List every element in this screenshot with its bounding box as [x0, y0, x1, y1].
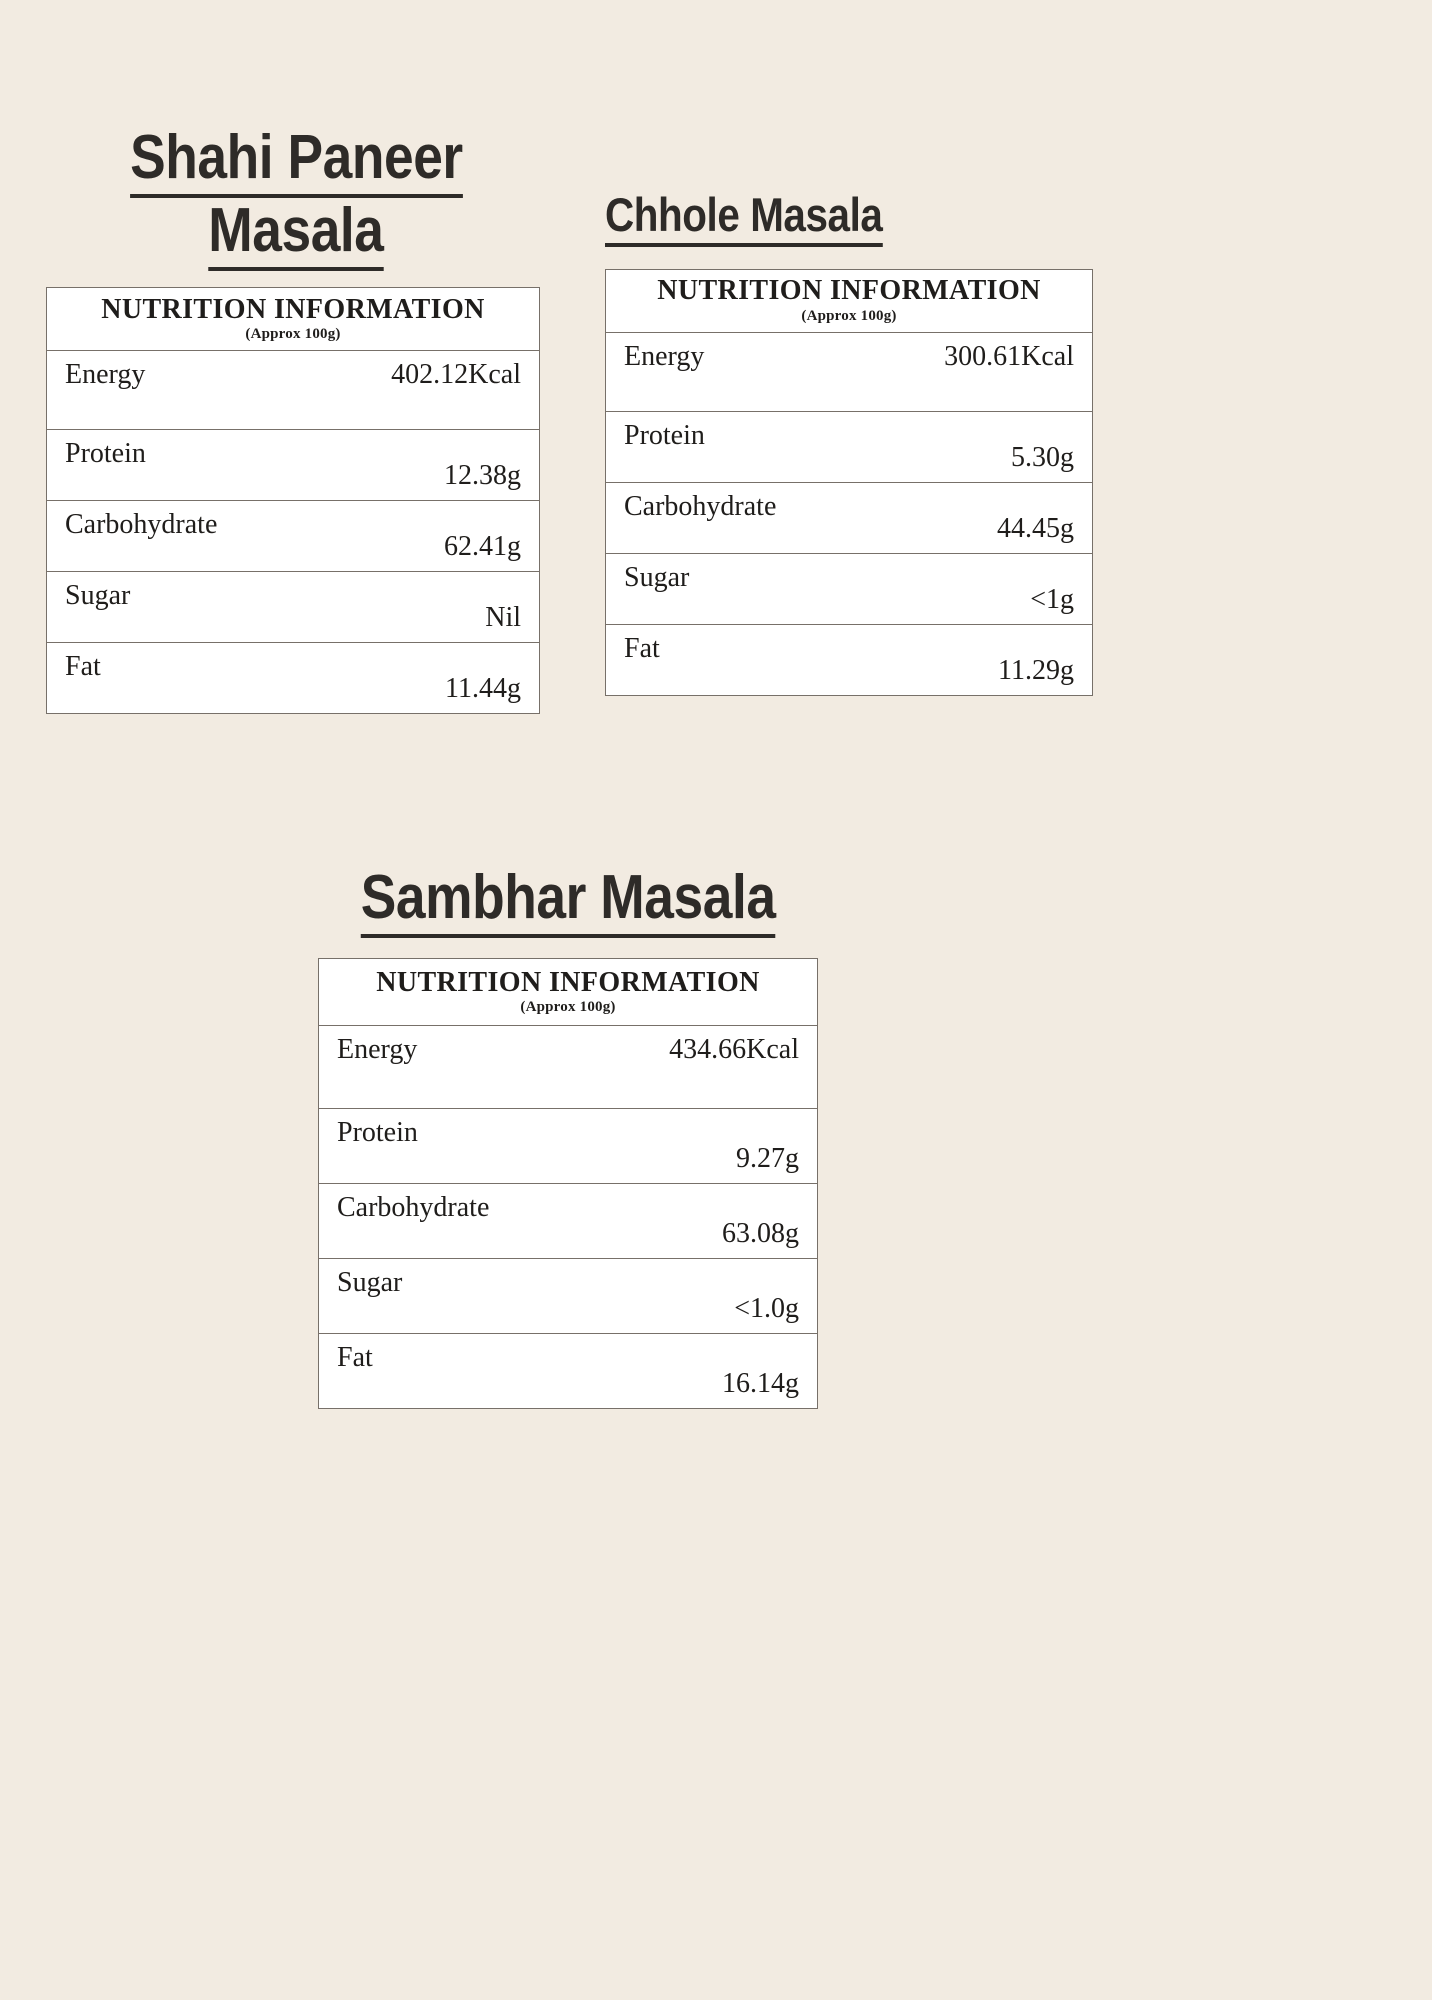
- table-row: [47, 350, 540, 429]
- card-title-line-1: Shahi Paneer: [130, 125, 463, 198]
- nutrition-table-wrapper: [605, 269, 1093, 696]
- nutrient-label-fat: Fat: [606, 624, 850, 695]
- nutrient-value-fat: 11.29g: [849, 624, 1093, 695]
- nutrient-value-sugar: <1g: [849, 553, 1093, 624]
- table-row: [606, 411, 1093, 482]
- table-header-title: NUTRITION INFORMATION: [376, 966, 760, 998]
- nutrient-label-sugar: Sugar: [47, 571, 294, 642]
- card-title-shahi-paneer-masala: [46, 125, 546, 271]
- nutrient-value-sugar: <1.0g: [568, 1258, 818, 1333]
- table-row: [319, 1333, 818, 1408]
- nutrient-label-carbohydrate: Carbohydrate: [319, 1183, 569, 1258]
- table-header-band: [319, 958, 818, 1025]
- nutrient-value-energy: 434.66Kcal: [568, 1025, 818, 1108]
- nutrition-table: [318, 958, 818, 1409]
- nutrient-label-protein: Protein: [319, 1108, 569, 1183]
- table-row: [606, 624, 1093, 695]
- nutrition-table-wrapper: [318, 958, 818, 1409]
- nutrition-table: [605, 269, 1093, 696]
- table-header-band: [606, 269, 1093, 332]
- nutrient-value-carbohydrate: 62.41g: [293, 500, 540, 571]
- table-header-title: NUTRITION INFORMATION: [101, 293, 485, 325]
- table-header-subtitle: (Approx 100g): [520, 999, 616, 1016]
- nutrient-value-sugar: Nil: [293, 571, 540, 642]
- nutrient-label-energy: Energy: [47, 350, 294, 429]
- nutrient-value-carbohydrate: 63.08g: [568, 1183, 818, 1258]
- nutrition-card-chhole-masala: [605, 190, 1093, 696]
- table-row: [319, 1183, 818, 1258]
- table-row: [47, 429, 540, 500]
- card-title-line-1: Sambhar Masala: [361, 865, 776, 938]
- table-row: [319, 1258, 818, 1333]
- nutrient-label-protein: Protein: [606, 411, 850, 482]
- nutrient-value-fat: 16.14g: [568, 1333, 818, 1408]
- table-row: [47, 500, 540, 571]
- nutrient-label-carbohydrate: Carbohydrate: [606, 482, 850, 553]
- nutrition-table: [46, 287, 540, 714]
- nutrient-label-protein: Protein: [47, 429, 294, 500]
- nutrition-table-wrapper: [46, 287, 540, 714]
- nutrient-value-protein: 5.30g: [849, 411, 1093, 482]
- table-header-row: [606, 269, 1093, 332]
- card-title-sambhar-masala: [218, 865, 918, 938]
- card-title-line-1: Chhole Masala: [605, 190, 882, 247]
- nutrient-value-energy: 300.61Kcal: [849, 332, 1093, 411]
- table-header-row: [47, 287, 540, 350]
- nutrition-card-sambhar-masala: [318, 865, 818, 1409]
- nutrient-label-fat: Fat: [47, 642, 294, 713]
- table-header-subtitle: (Approx 100g): [245, 326, 341, 343]
- nutrition-card-shahi-paneer-masala: [46, 125, 540, 714]
- nutrient-value-fat: 11.44g: [293, 642, 540, 713]
- table-header-row: [319, 958, 818, 1025]
- table-row: [319, 1025, 818, 1108]
- nutrient-label-carbohydrate: Carbohydrate: [47, 500, 294, 571]
- nutrient-label-sugar: Sugar: [319, 1258, 569, 1333]
- nutrient-label-fat: Fat: [319, 1333, 569, 1408]
- table-header-band: [47, 287, 540, 350]
- nutrient-value-protein: 9.27g: [568, 1108, 818, 1183]
- table-row: [47, 571, 540, 642]
- card-title-line-2: Masala: [208, 198, 383, 271]
- table-header-subtitle: (Approx 100g): [801, 308, 897, 325]
- table-row: [47, 642, 540, 713]
- nutrient-label-sugar: Sugar: [606, 553, 850, 624]
- nutrient-value-carbohydrate: 44.45g: [849, 482, 1093, 553]
- table-row: [606, 553, 1093, 624]
- nutrient-value-protein: 12.38g: [293, 429, 540, 500]
- card-title-chhole-masala: [605, 190, 1093, 247]
- nutrient-label-energy: Energy: [319, 1025, 569, 1108]
- table-row: [606, 332, 1093, 411]
- table-header-title: NUTRITION INFORMATION: [657, 275, 1041, 307]
- nutrient-value-energy: 402.12Kcal: [293, 350, 540, 429]
- nutrient-label-energy: Energy: [606, 332, 850, 411]
- table-row: [319, 1108, 818, 1183]
- table-row: [606, 482, 1093, 553]
